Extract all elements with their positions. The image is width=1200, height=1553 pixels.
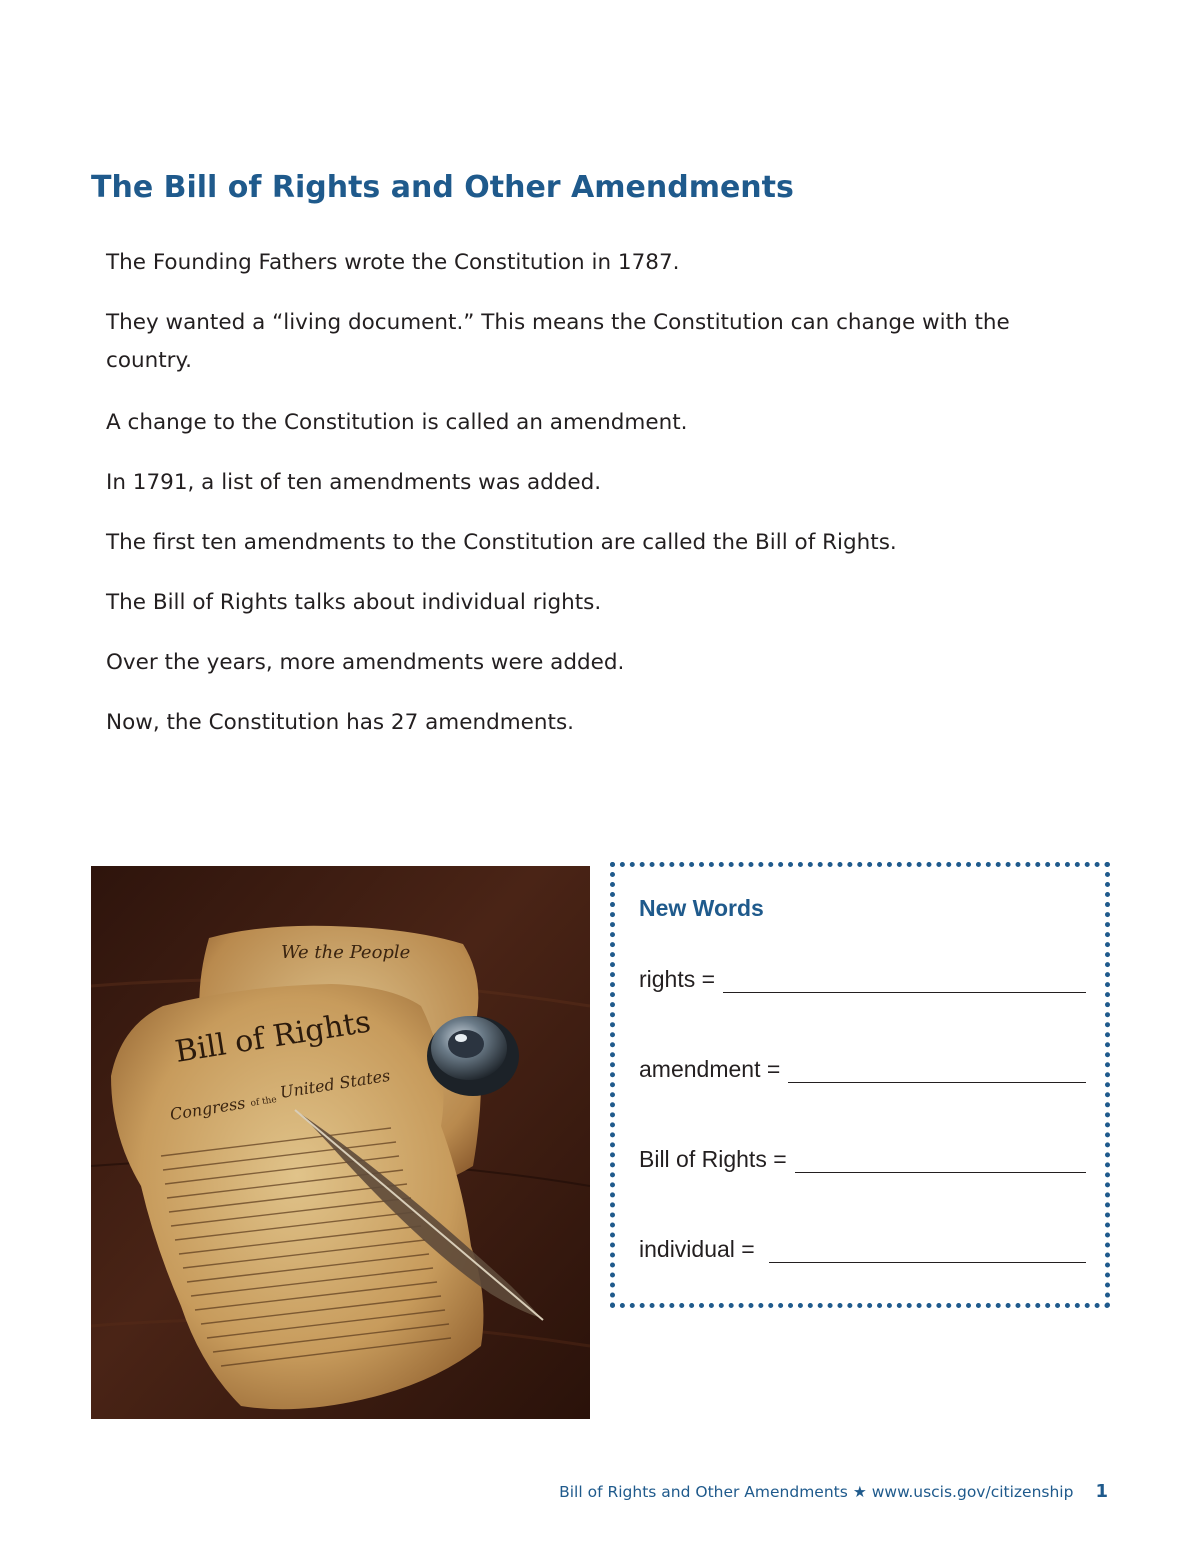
answer-blank[interactable] bbox=[788, 1058, 1086, 1083]
bill-of-rights-photo bbox=[91, 866, 590, 1419]
scroll-sub-text-2: of the bbox=[249, 1094, 278, 1109]
scroll-sub-text-1: Congress bbox=[168, 1093, 247, 1124]
paragraph-5: The first ten amendments to the Constitution are called the Bill of Rights. bbox=[106, 530, 897, 555]
scroll-sub-text-3: United States bbox=[278, 1065, 392, 1102]
answer-blank[interactable] bbox=[769, 1238, 1086, 1263]
scroll-back-text: We the People bbox=[281, 942, 411, 963]
word-label: Bill of Rights = bbox=[639, 1146, 787, 1172]
paragraph-6: The Bill of Rights talks about individual rights. bbox=[106, 590, 602, 615]
answer-blank[interactable] bbox=[723, 968, 1086, 993]
word-row-bill-of-rights bbox=[639, 1141, 1086, 1173]
footer-title: Bill of Rights and Other Amendments bbox=[559, 1483, 848, 1501]
answer-blank[interactable] bbox=[795, 1148, 1086, 1173]
word-row-rights bbox=[639, 961, 1086, 993]
paragraph-1: The Founding Fathers wrote the Constitution in 1787. bbox=[106, 250, 680, 275]
word-label: amendment = bbox=[639, 1056, 781, 1082]
star-icon: ★ bbox=[852, 1483, 867, 1501]
paragraph-8: Now, the Constitution has 27 amendments. bbox=[106, 710, 574, 735]
page-number: 1 bbox=[1095, 1481, 1108, 1502]
word-label: individual = bbox=[639, 1236, 755, 1262]
paragraph-3: A change to the Constitution is called an amendment. bbox=[106, 410, 688, 435]
paragraph-2: They wanted a “living document.” This means the Constitution can change with the country. bbox=[106, 310, 1010, 373]
word-row-individual bbox=[639, 1231, 1086, 1263]
footer-url-link[interactable]: www.uscis.gov/citizenship bbox=[871, 1483, 1074, 1501]
scroll-main-text: Bill of Rights bbox=[172, 1004, 374, 1070]
word-row-amendment bbox=[639, 1051, 1086, 1083]
paragraph-7: Over the years, more amendments were added. bbox=[106, 650, 625, 675]
new-words-box bbox=[610, 862, 1110, 1308]
paragraph-4: In 1791, a list of ten amendments was added. bbox=[106, 470, 602, 495]
page-footer bbox=[559, 1481, 1108, 1502]
page-title: The Bill of Rights and Other Amendments bbox=[91, 170, 794, 205]
new-words-heading: New Words bbox=[639, 895, 764, 921]
word-label: rights = bbox=[639, 966, 716, 992]
